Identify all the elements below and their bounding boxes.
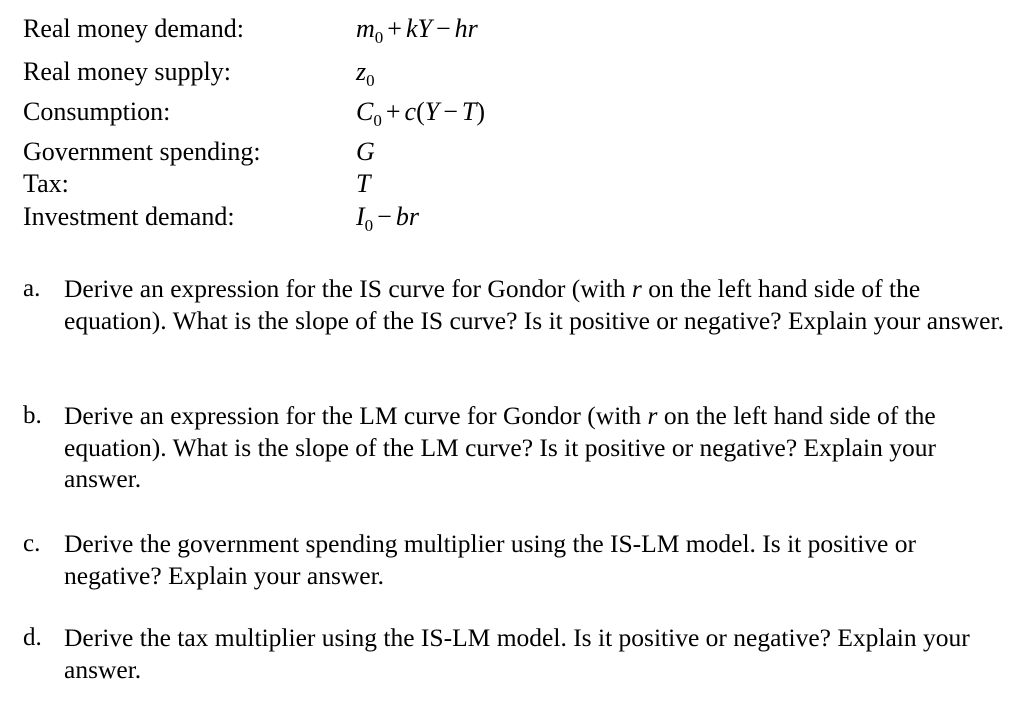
definition-label-tax: Tax: (23, 169, 69, 198)
question-c-text: Derive the government spending multiplier using the IS-LM model. Is it positive or negative? Explain your answer. (64, 529, 916, 590)
question-a-post: on the left hand side of the equation). What is the slope of the IS curve? Is it positive or negative? Explain your answer. (64, 274, 1004, 335)
question-d-marker: d. (23, 624, 42, 651)
definition-label-money-demand: Real money demand: (23, 14, 244, 43)
definition-equation-money-supply: $z_0$ (356, 57, 375, 90)
question-b-post: on the left hand side of the equation). What is the slope of the LM curve? Is it positive or negative? Explain your answer. (64, 401, 936, 493)
definition-label-money-supply: Real money supply: (23, 57, 231, 86)
definition-equation-consumption: $C_0 + c(Y - T)$ (356, 97, 486, 130)
question-d-text: Derive the tax multiplier using the IS-LM model. Is it positive or negative? Explain your answer. (64, 623, 970, 684)
question-a-var: r (631, 274, 642, 303)
definition-label-consumption: Consumption: (23, 97, 171, 126)
question-a-pre: Derive an expression for the IS curve for Gondor (with (64, 274, 632, 303)
question-b-pre: Derive an expression for the LM curve for Gondor (with (64, 401, 648, 430)
definition-label-investment-demand: Investment demand: (23, 202, 235, 231)
question-a-text (64, 273, 1014, 336)
question-c-marker: c. (23, 530, 41, 557)
question-b-var: r (647, 401, 658, 430)
definition-label-government-spending: Government spending: (23, 137, 261, 166)
definition-equation-investment-demand: $I_0$ − br (356, 202, 419, 235)
definition-equation-tax: T (356, 169, 371, 198)
question-b-marker: b. (23, 402, 42, 429)
definition-equation-government-spending: G (356, 137, 375, 166)
definition-equation-money-demand: $m_0$ + kY − hr (356, 14, 478, 47)
question-b-text (64, 400, 1014, 495)
question-a-marker: a. (23, 275, 41, 302)
